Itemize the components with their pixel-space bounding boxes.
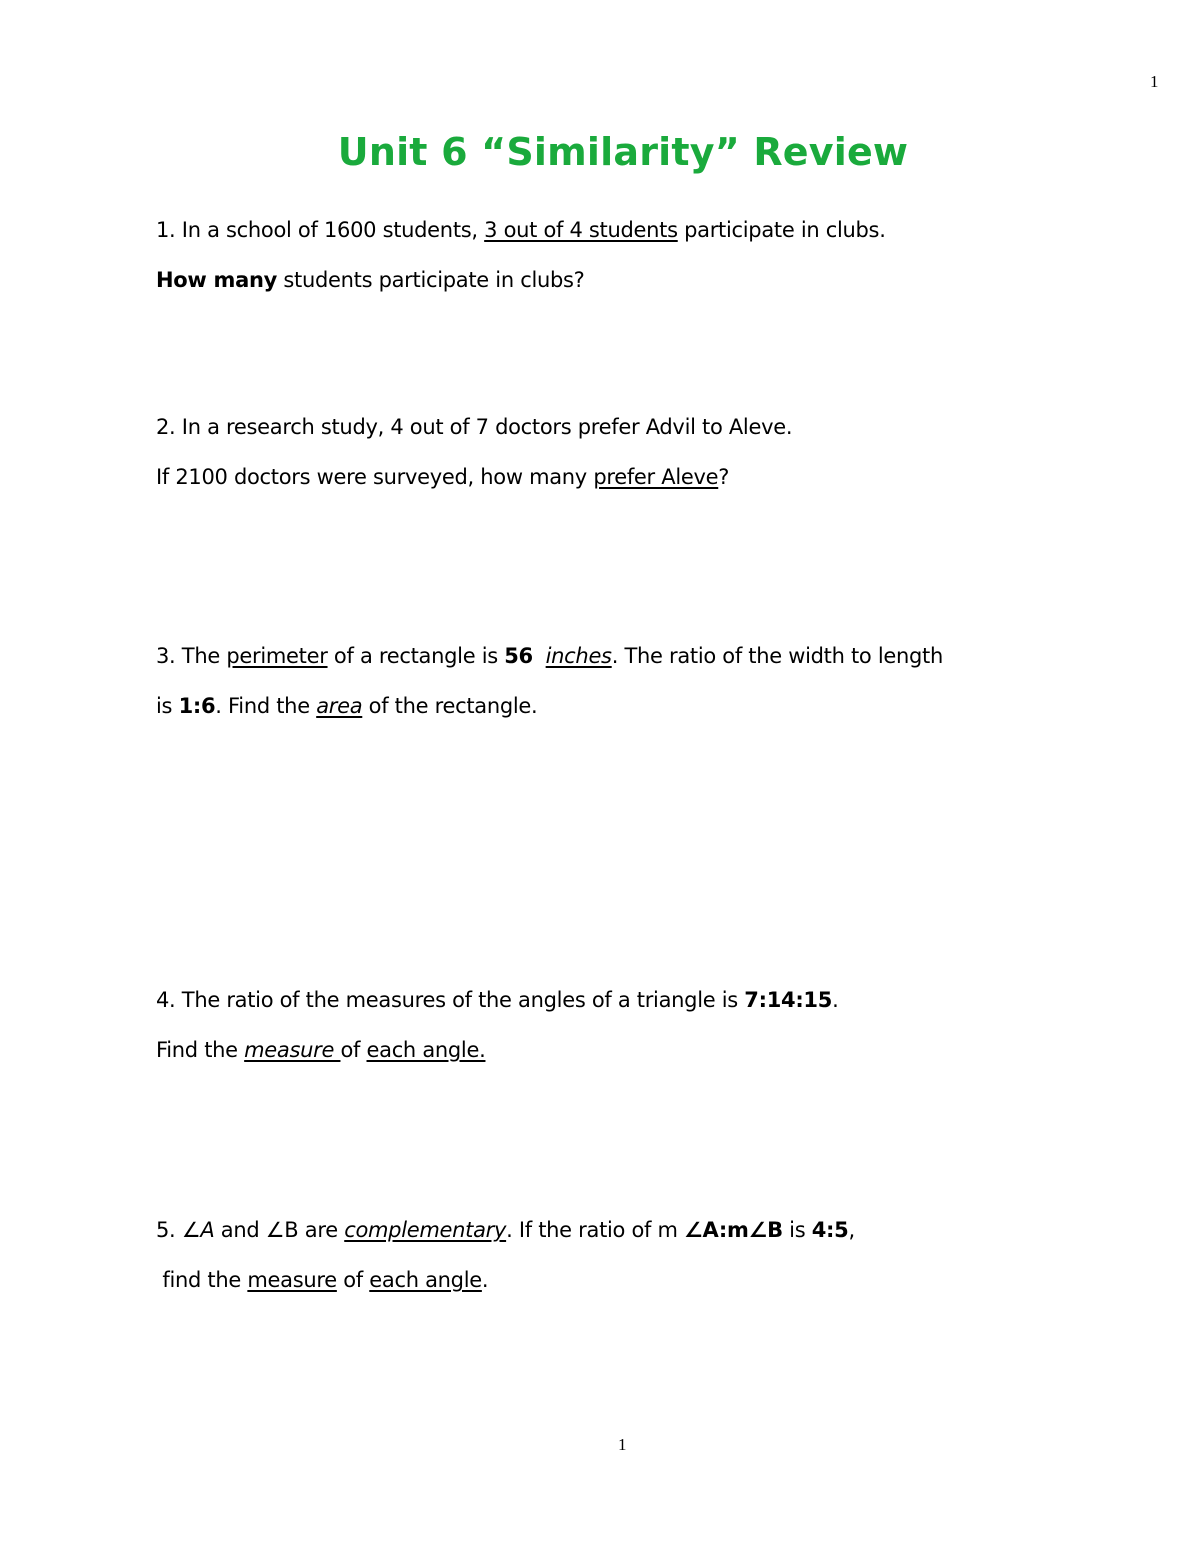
q2-underlined: prefer Aleve bbox=[593, 465, 719, 489]
q5-italic: ∠A bbox=[181, 1218, 215, 1242]
q4-text: 4. The ratio of the measures of the angles of a triangle is bbox=[156, 988, 745, 1012]
question-3-line-1 bbox=[156, 644, 943, 668]
page-number-top: 1 bbox=[1150, 72, 1159, 91]
q3-space bbox=[533, 644, 546, 668]
question-2-line-1 bbox=[156, 415, 792, 439]
q5-text: is bbox=[782, 1218, 812, 1242]
question-1-line-2 bbox=[156, 268, 585, 292]
q3-bold: 1:6 bbox=[178, 694, 216, 718]
q5-text: find the bbox=[156, 1268, 248, 1292]
question-5-line-2 bbox=[156, 1268, 488, 1292]
q4-text: of bbox=[340, 1038, 367, 1062]
q3-underlined-italic: area bbox=[316, 694, 363, 718]
q4-bold: 7:14:15 bbox=[744, 988, 833, 1012]
q5-text: of bbox=[336, 1268, 370, 1292]
q1-text: students participate in clubs? bbox=[277, 268, 585, 292]
q4-underlined: each angle. bbox=[366, 1038, 486, 1062]
question-5-line-1 bbox=[156, 1218, 855, 1242]
q5-text: , bbox=[848, 1218, 855, 1242]
q5-text: . If the ratio of m bbox=[506, 1218, 685, 1242]
q3-bold: 56 bbox=[504, 644, 533, 668]
q1-underlined: 3 out of 4 students bbox=[484, 218, 678, 242]
q5-bold: ∠A:m∠B bbox=[684, 1218, 783, 1242]
question-2-line-2 bbox=[156, 465, 729, 489]
q2-text: If 2100 doctors were surveyed, how many bbox=[156, 465, 594, 489]
q3-text: 3. The bbox=[156, 644, 227, 668]
q3-text: of a rectangle is bbox=[327, 644, 505, 668]
q5-text: 5. bbox=[156, 1218, 182, 1242]
q3-text: of the rectangle. bbox=[362, 694, 538, 718]
q5-text: and ∠B are bbox=[214, 1218, 345, 1242]
q4-text: . bbox=[832, 988, 839, 1012]
q3-underlined: perimeter bbox=[226, 644, 328, 668]
q5-underlined-italic: complementary bbox=[344, 1218, 507, 1242]
q5-text: . bbox=[481, 1268, 489, 1292]
q5-underlined: each angle bbox=[369, 1268, 482, 1292]
q4-text: Find the bbox=[156, 1038, 245, 1062]
q4-underlined-italic: measure bbox=[244, 1038, 341, 1062]
question-4-line-2 bbox=[156, 1038, 485, 1062]
q1-bold: How many bbox=[156, 268, 278, 292]
page-number-bottom: 1 bbox=[618, 1435, 627, 1454]
question-4-line-1 bbox=[156, 988, 838, 1012]
page-title: Unit 6 “Similarity” Review bbox=[337, 130, 909, 174]
q1-text: 1. In a school of 1600 students, bbox=[156, 218, 485, 242]
q3-underlined-italic: inches bbox=[545, 644, 612, 668]
question-1-line-1 bbox=[156, 218, 886, 242]
q3-text: is bbox=[156, 694, 179, 718]
q3-text: . Find the bbox=[215, 694, 317, 718]
q3-text: . The ratio of the width to length bbox=[611, 644, 943, 668]
question-3-line-2 bbox=[156, 694, 537, 718]
q1-text: participate in clubs. bbox=[677, 218, 886, 242]
q5-underlined: measure bbox=[247, 1268, 337, 1292]
q2-text: ? bbox=[718, 465, 730, 489]
q5-bold: 4:5 bbox=[811, 1218, 849, 1242]
q2-text: 2. In a research study, 4 out of 7 doctors prefer Advil to Aleve. bbox=[156, 415, 793, 439]
